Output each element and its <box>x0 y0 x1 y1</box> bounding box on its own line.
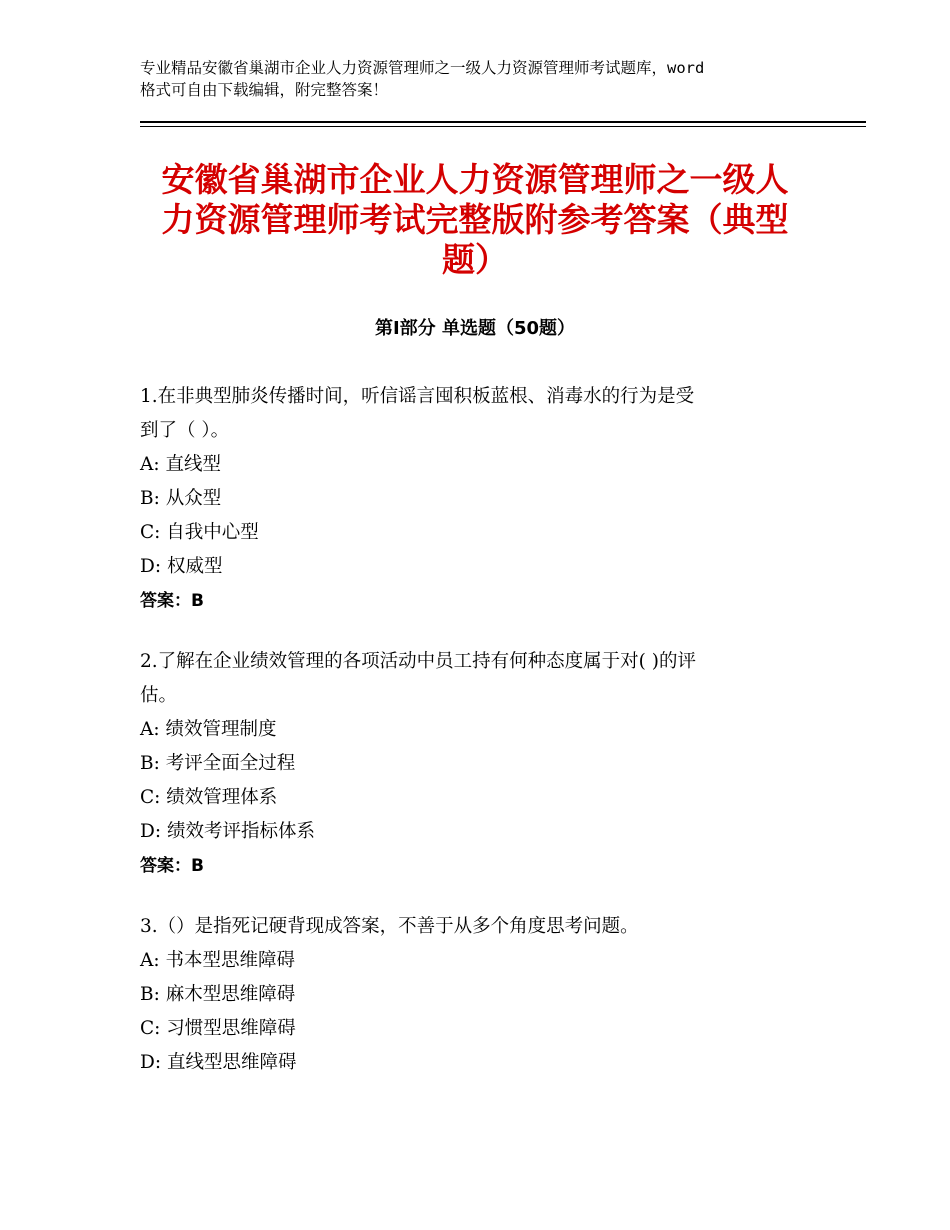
document-title-line-1: 安徽省巢湖市企业人力资源管理师之一级人 <box>161 160 789 199</box>
option-b: B: 麻木型思维障碍 <box>140 984 296 1005</box>
answer-label: 答案：B <box>140 591 204 611</box>
option-a: A: 书本型思维障碍 <box>140 950 295 971</box>
header-note-line-2: 格式可自由下载编辑，附完整答案！ <box>140 81 389 99</box>
option-c: C: 习惯型思维障碍 <box>140 1018 296 1039</box>
option-b: B: 考评全面全过程 <box>140 753 296 774</box>
section-heading: 第Ⅰ部分 单选题（50题） <box>374 318 575 339</box>
question-3 <box>140 910 830 1080</box>
document-title <box>140 160 810 280</box>
option-b: B: 从众型 <box>140 488 222 509</box>
header-rule-thin <box>140 126 866 127</box>
option-a: A: 直线型 <box>140 454 221 475</box>
question-2 <box>140 645 830 883</box>
document-title-line-3: 题） <box>442 240 508 279</box>
question-stem-continued: 估。 <box>140 685 178 706</box>
option-d: D: 权威型 <box>140 556 223 577</box>
header-note <box>140 57 830 101</box>
option-d: D: 直线型思维障碍 <box>140 1052 297 1073</box>
question-list <box>140 380 830 1107</box>
header-note-line-1: 专业精品安徽省巢湖市企业人力资源管理师之一级人力资源管理师考试题库，word <box>140 59 705 77</box>
answer-label: 答案：B <box>140 856 204 876</box>
option-c: C: 自我中心型 <box>140 522 259 543</box>
header-rule-thick <box>140 121 866 123</box>
option-d: D: 绩效考评指标体系 <box>140 821 315 842</box>
question-stem: 3.（）是指死记硬背现成答案，不善于从多个角度思考问题。 <box>140 916 639 937</box>
option-c: C: 绩效管理体系 <box>140 787 278 808</box>
question-stem: 2.了解在企业绩效管理的各项活动中员工持有何种态度属于对( )的评 <box>140 651 696 672</box>
question-1 <box>140 380 830 618</box>
question-stem-continued: 到了（ ）。 <box>140 420 230 441</box>
document-title-line-2: 力资源管理师考试完整版附参考答案（典型 <box>161 200 789 239</box>
question-stem: 1.在非典型肺炎传播时间，听信谣言囤积板蓝根、消毒水的行为是受 <box>140 386 695 407</box>
option-a: A: 绩效管理制度 <box>140 719 277 740</box>
